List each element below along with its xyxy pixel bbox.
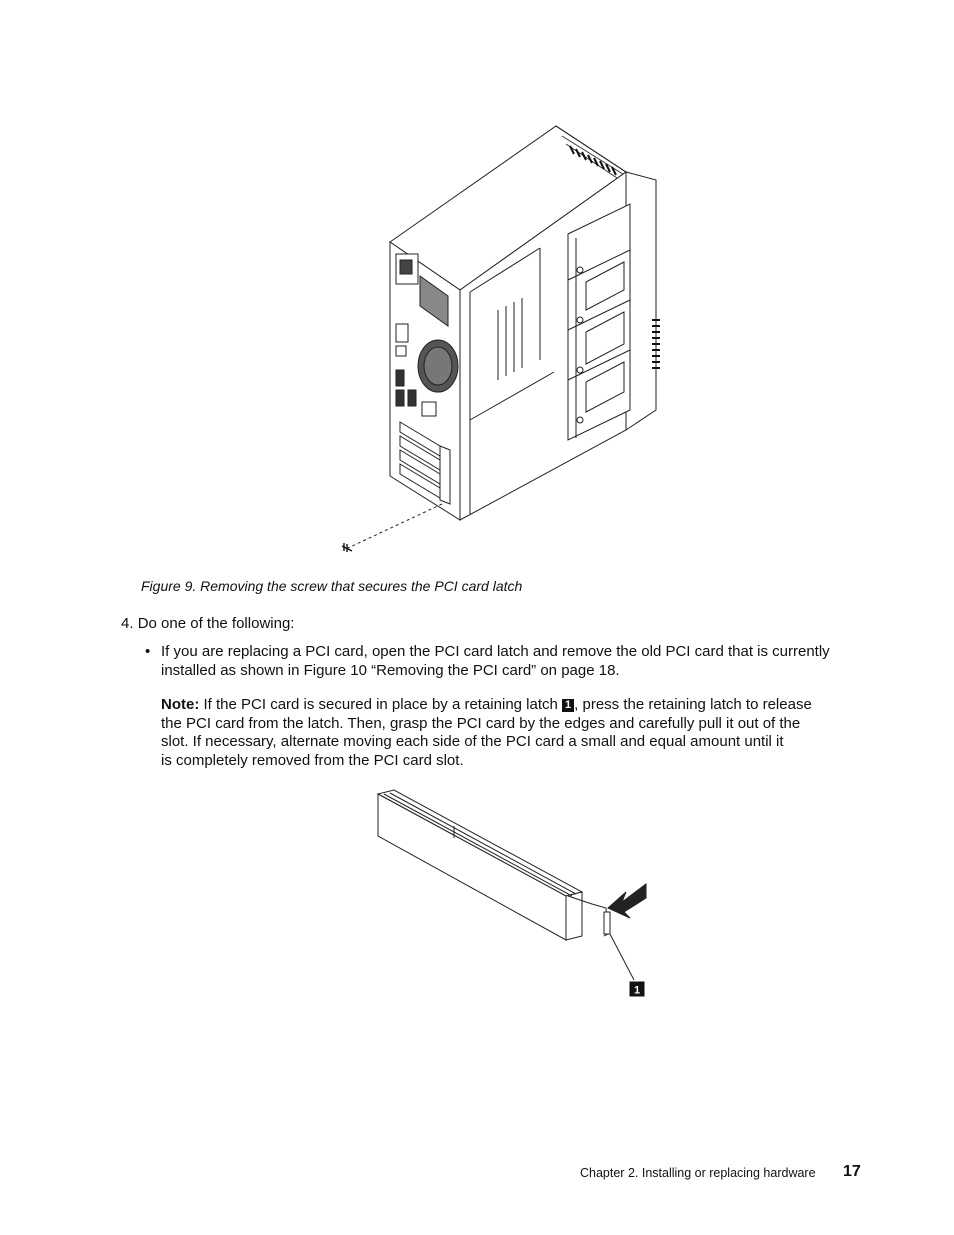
figure-callout-1: 1 <box>633 984 641 997</box>
note-label: Note: <box>161 696 200 713</box>
note-paragraph <box>161 696 871 770</box>
note-text-b: , press the retaining latch to release <box>574 696 812 713</box>
computer-chassis-illustration <box>330 120 670 560</box>
step-4 <box>121 615 294 632</box>
step-text: Do one of the following: <box>137 615 295 632</box>
bullet-replacing-pci-card <box>145 643 871 680</box>
callout-badge: 1 <box>562 699 574 712</box>
note-line-2: the PCI card from the latch. Then, grasp the PCI card by the edges and carefully pull it out of the <box>161 714 801 732</box>
note-text-a: If the PCI card is secured in place by a retaining latch <box>203 696 558 713</box>
figure-9-caption: Figure 9. Removing the screw that secures the PCI card latch <box>141 578 523 594</box>
bullet-dot: • <box>145 643 151 660</box>
page-number: 17 <box>843 1163 861 1180</box>
note-line-4: is completely removed from the PCI card slot. <box>161 751 464 769</box>
bullet-line-2: installed as shown in Figure 10 “Removing the PCI card” on page 18. <box>161 661 620 679</box>
footer-chapter: Chapter 2. Installing or replacing hardware <box>580 1166 816 1180</box>
bullet-line-1: If you are replacing a PCI card, open the PCI card latch and remove the old PCI card that is currently <box>161 643 830 660</box>
step-number: 4. <box>121 615 134 632</box>
note-line-1 <box>161 696 871 715</box>
pci-slot-latch-illustration <box>372 784 652 1000</box>
note-line-3: slot. If necessary, alternate moving each side of the PCI card a small and equal amount until it <box>161 733 784 750</box>
